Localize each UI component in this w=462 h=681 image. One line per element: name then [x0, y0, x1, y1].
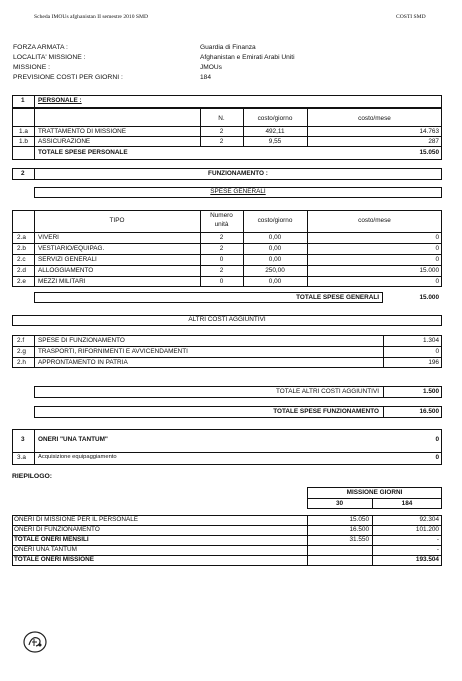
- riepilogo-row-label: TOTALE ONERI MENSILI: [14, 536, 89, 543]
- riepilogo-row-label: TOTALE ONERI MISSIONE: [14, 556, 95, 563]
- altri-row-label: APPRONTAMENTO IN PATRIA: [38, 359, 128, 366]
- personale-row-label: TRATTAMENTO DI MISSIONE: [38, 128, 127, 135]
- personale-row-n: 2: [219, 138, 224, 145]
- funzionamento-num: 2: [21, 170, 25, 177]
- generali-row-giorno: 0,00: [268, 245, 282, 252]
- personale-col-giorno: costo/giorno: [257, 115, 293, 122]
- generali-row-mese: 0: [435, 234, 439, 241]
- una-tantum-value: 0: [435, 454, 439, 461]
- generali-row-n: 2: [219, 234, 224, 241]
- riepilogo-row-v184: -: [436, 546, 439, 553]
- personale-col-mese: costo/mese: [358, 115, 391, 122]
- personale-total-value: 15.050: [419, 149, 439, 156]
- generali-row-code: 2.c: [17, 256, 26, 263]
- generali-row-n: 2: [219, 245, 224, 252]
- riepilogo-row-v30: 15.050: [349, 516, 369, 523]
- generali-row-label: MEZZI MILITARI: [38, 278, 86, 285]
- generali-row-n: 2: [219, 267, 224, 274]
- info-value-forza: Guardia di Finanza: [200, 44, 256, 51]
- generali-row-code: 2.a: [17, 234, 26, 241]
- riepilogo-row-label: ONERI DI MISSIONE PER IL PERSONALE: [14, 516, 139, 523]
- generali-row-code: 2.e: [17, 278, 26, 285]
- generali-row-label: VIVERI: [38, 234, 59, 241]
- personale-row-code: 1.b: [19, 138, 28, 145]
- generali-row-mese: 15.000: [419, 267, 439, 274]
- personale-row-code: 1.a: [19, 128, 28, 135]
- generali-col-tipo: TIPO: [109, 217, 125, 224]
- altri-costi-title: ALTRI COSTI AGGIUNTIVI: [188, 316, 266, 323]
- tot-altri-value: 1.500: [423, 388, 439, 395]
- info-value-localita: Afghanistan e Emirati Arabi Uniti: [200, 54, 295, 61]
- generali-row-code: 2.b: [17, 245, 26, 252]
- personale-num: 1: [21, 97, 25, 104]
- personale-title: PERSONALE :: [38, 97, 82, 104]
- generali-row-label: ALLOGGIAMENTO: [38, 267, 94, 274]
- riepilogo-row-v30: 16.500: [349, 526, 369, 533]
- generali-row-mese: 0: [435, 245, 439, 252]
- altri-row-code: 2.h: [17, 359, 26, 366]
- riepilogo-row-v184: -: [436, 536, 439, 543]
- tot-altri-label: TOTALE ALTRI COSTI AGGIUNTIVI: [276, 388, 379, 395]
- tot-generali-value: 15.000: [419, 294, 439, 301]
- generali-col-unita: unità: [214, 221, 229, 228]
- generali-col-giorno: costo/giorno: [257, 217, 293, 224]
- riepilogo-row-v184: 193.504: [415, 556, 439, 563]
- personale-row-giorno: 492,11: [265, 128, 285, 135]
- una-tantum-title-value: 0: [435, 436, 439, 443]
- riepilogo-row-v184: 92.304: [419, 516, 439, 523]
- una-tantum-code: 3.a: [17, 454, 26, 461]
- official-seal-icon: [22, 630, 48, 654]
- una-tantum-label: Acquisizione equipaggiamento: [38, 454, 117, 460]
- info-label-missione: MISSIONE :: [13, 64, 51, 71]
- personale-row-giorno: 9,55: [268, 138, 282, 145]
- riepilogo-row-v184: 101.200: [415, 526, 439, 533]
- tot-generali-label: TOTALE SPESE GENERALI: [296, 294, 379, 301]
- generali-row-code: 2.d: [17, 267, 26, 274]
- page-header-right: COSTI SMD: [396, 14, 426, 20]
- altri-row-code: 2.g: [17, 348, 26, 355]
- tot-funz-value: 16.500: [419, 408, 439, 415]
- generali-row-n: 0: [219, 256, 224, 263]
- generali-row-mese: 0: [435, 278, 439, 285]
- generali-row-n: 0: [219, 278, 224, 285]
- generali-row-label: VESTIARIO/EQUIPAG.: [38, 245, 105, 252]
- personale-row-label: ASSICURAZIONE: [38, 138, 91, 145]
- riepilogo-title: RIEPILOGO:: [12, 473, 53, 480]
- altri-row-code: 2.f: [17, 337, 25, 344]
- una-tantum-title: ONERI "UNA TANTUM": [38, 436, 108, 443]
- generali-row-giorno: 250,00: [265, 267, 285, 274]
- generali-col-numero: Numero: [210, 212, 233, 219]
- riepilogo-col-184: 184: [401, 500, 413, 507]
- riepilogo-row-v30: 31.550: [349, 536, 369, 543]
- generali-row-giorno: 0,00: [268, 278, 282, 285]
- altri-row-label: SPESE DI FUNZIONAMENTO: [38, 337, 125, 344]
- tot-funz-label: TOTALE SPESE FUNZIONAMENTO: [273, 408, 379, 415]
- riepilogo-row-label: ONERI UNA TANTUM: [14, 546, 77, 553]
- page-header-left: Scheda IMOUs afghanistan II semestre 2010 SMD: [34, 14, 149, 20]
- personale-row-mese: 14.763: [419, 128, 439, 135]
- personale-col-n: N.: [218, 115, 225, 122]
- info-value-giorni: 184: [200, 74, 212, 81]
- altri-row-value: 1.304: [423, 337, 439, 344]
- personale-row-mese: 287: [428, 138, 439, 145]
- generali-row-mese: 0: [435, 256, 439, 263]
- info-label-localita: LOCALITA' MISSIONE :: [13, 54, 86, 61]
- altri-row-value: 0: [435, 348, 439, 355]
- altri-row-label: TRASPORTI, RIFORNIMENTI E AVVICENDAMENTI: [38, 348, 188, 355]
- personale-row-n: 2: [219, 128, 224, 135]
- generali-col-mese: costo/mese: [358, 217, 391, 224]
- spese-generali-title: SPESE GENERALI: [210, 188, 266, 195]
- riepilogo-col-30: 30: [335, 500, 344, 507]
- altri-row-value: 196: [428, 359, 439, 366]
- generali-row-giorno: 0,00: [268, 256, 282, 263]
- info-label-forza: FORZA ARMATA :: [13, 44, 68, 51]
- una-tantum-num: 3: [21, 436, 25, 443]
- generali-row-giorno: 0,00: [268, 234, 282, 241]
- info-value-missione: JMOUs: [200, 64, 222, 71]
- riepilogo-row-label: ONERI DI FUNZIONAMENTO: [14, 526, 100, 533]
- riepilogo-col-title: MISSIONE GIORNI: [346, 489, 403, 496]
- personale-total-label: TOTALE SPESE PERSONALE: [38, 149, 128, 156]
- generali-row-label: SERVIZI GENERALI: [38, 256, 97, 263]
- info-label-previsione: PREVISIONE COSTI PER GIORNI :: [13, 74, 123, 81]
- funzionamento-title: FUNZIONAMENTO :: [208, 170, 268, 177]
